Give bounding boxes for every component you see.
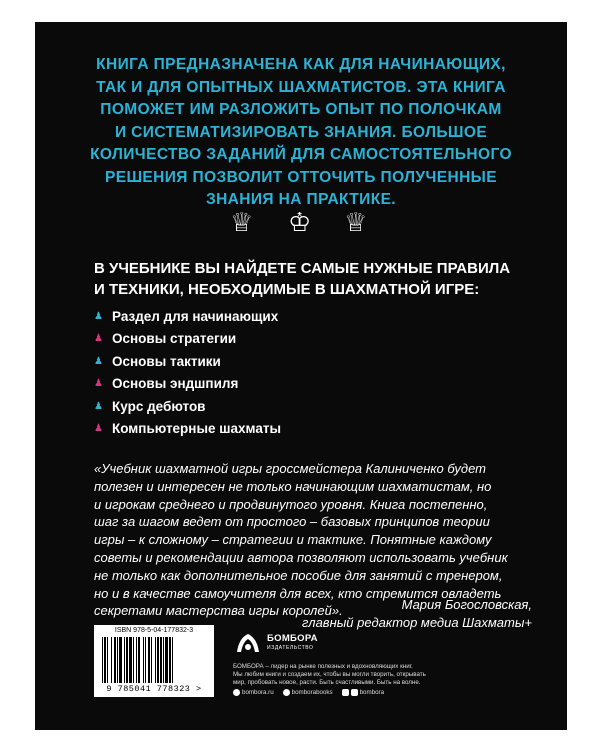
intro-line: ЗНАНИЯ НА ПРАКТИКЕ.	[205, 191, 397, 208]
social-links	[233, 689, 389, 696]
barcode-bars	[102, 637, 206, 683]
intro-line: РЕШЕНИЯ ПОЗВОЛИТ ОТТОЧИТЬ ПОЛУЧЕННЫЕ	[104, 168, 497, 186]
fine-line: мир, пробовать новое, расти. Быть счастливыми. Быть на волне.	[233, 679, 421, 686]
list-item	[94, 395, 281, 418]
list-item	[94, 418, 281, 441]
pawn-icon: ♟	[94, 400, 103, 412]
list-item-label: Основы стратегии	[112, 331, 237, 347]
list-item-label: Раздел для начинающих	[112, 308, 279, 324]
intro-paragraph	[35, 54, 567, 212]
back-cover	[35, 22, 567, 730]
publisher-logo	[233, 626, 318, 660]
list-item-label: Курс дебютов	[112, 398, 206, 414]
quote-line: «Учебник шахматной игры гроссмейстера Калиниченко будет	[94, 461, 486, 476]
globe-icon	[233, 689, 240, 696]
website-link[interactable]: bombora.ru	[242, 689, 274, 696]
publisher-name: БОМБОРА	[267, 633, 318, 644]
intro-line: ТАК И ДЛЯ ОПЫТНЫХ ШАХМАТИСТОВ. ЭТА КНИГА	[96, 78, 506, 96]
vk-icon	[283, 689, 290, 696]
intro-line: КНИГА ПРЕДНАЗНАЧЕНА КАК ДЛЯ НАЧИНАЮЩИХ,	[96, 56, 506, 73]
list-item-label: Компьютерные шахматы	[112, 421, 281, 437]
publisher-fine-print	[233, 663, 426, 687]
list-item	[94, 350, 281, 373]
quote-line: не только как дополнительное пособие для занятий с тренером,	[94, 567, 503, 583]
instagram-icon	[351, 689, 358, 696]
quote-line: шаг за шагом ведет от простого – базовых принципов теории	[94, 514, 490, 530]
quote-line: советы и рекомендации автора позволяют использовать учебник	[94, 549, 508, 565]
list-item	[94, 328, 281, 351]
author-title: главный редактор медиа Шахматы+	[301, 614, 532, 630]
list-item	[94, 305, 281, 328]
publisher-subtitle: ИЗДАТЕЛЬСТВО	[267, 645, 314, 651]
king-icon: ♔	[288, 208, 312, 238]
bombora-logo-icon	[233, 630, 263, 656]
social-link[interactable]: bombora	[359, 689, 385, 696]
list-item-label: Основы тактики	[112, 353, 221, 369]
author-name: Мария Богословская,	[401, 597, 532, 612]
list-item	[94, 373, 281, 396]
pawn-icon: ♟	[94, 355, 103, 367]
intro-line: ПОМОЖЕТ ИМ РАЗЛОЖИТЬ ОПЫТ ПО ПОЛОЧКАМ	[100, 101, 502, 118]
isbn-label: ISBN 978-5-04-177832-3	[114, 627, 194, 634]
quote-line: секретами мастерства игры королей».	[94, 603, 343, 619]
features-list	[94, 305, 281, 440]
queen-icon: ♕	[230, 208, 254, 238]
barcode	[94, 625, 214, 697]
list-item-label: Основы эндшпиля	[112, 376, 239, 392]
pawn-icon: ♟	[94, 378, 103, 390]
quote-line: и игрокам среднего и продвинутого уровня. Книга постепенно,	[94, 496, 488, 512]
features-lead	[94, 258, 510, 300]
pawn-icon: ♟	[94, 333, 103, 345]
lead-line: И ТЕХНИКИ, НЕОБХОДИМЫЕ В ШАХМАТНОЙ ИГРЕ:	[94, 281, 480, 298]
queen-icon: ♕	[344, 208, 368, 238]
quote-author	[302, 596, 532, 632]
fine-line: БОМБОРА – лидер на рынке полезных и вдохновляющих книг.	[233, 663, 413, 670]
fine-line: Мы любим книги и создаем их, чтобы вы могли творить, открывать	[233, 671, 426, 678]
pawn-icon: ♟	[94, 310, 103, 322]
barcode-number: 9 785041 778323 >	[106, 684, 202, 694]
quote-line: игры – к сложному – стратегии и тактике. Понятные каждому	[94, 532, 492, 548]
quote-line: но и в качестве самоучителя для всех, кто стремится овладеть	[94, 585, 502, 601]
intro-line: КОЛИЧЕСТВО ЗАДАНИЙ ДЛЯ САМОСТОЯТЕЛЬНОГО	[90, 146, 512, 163]
quote-line: полезен и интересен не только начинающим шахматистам, но	[94, 478, 492, 494]
lead-line: В УЧЕБНИКЕ ВЫ НАЙДЕТЕ САМЫЕ НУЖНЫЕ ПРАВИЛА	[94, 260, 511, 277]
intro-line: И СИСТЕМАТИЗИРОВАТЬ ЗНАНИЯ. БОЛЬШОЕ	[114, 123, 488, 141]
pawn-icon: ♟	[94, 423, 103, 435]
queen-icons-row	[35, 208, 567, 238]
vk-link[interactable]: bomborabooks	[291, 689, 333, 696]
telegram-icon	[342, 689, 349, 696]
